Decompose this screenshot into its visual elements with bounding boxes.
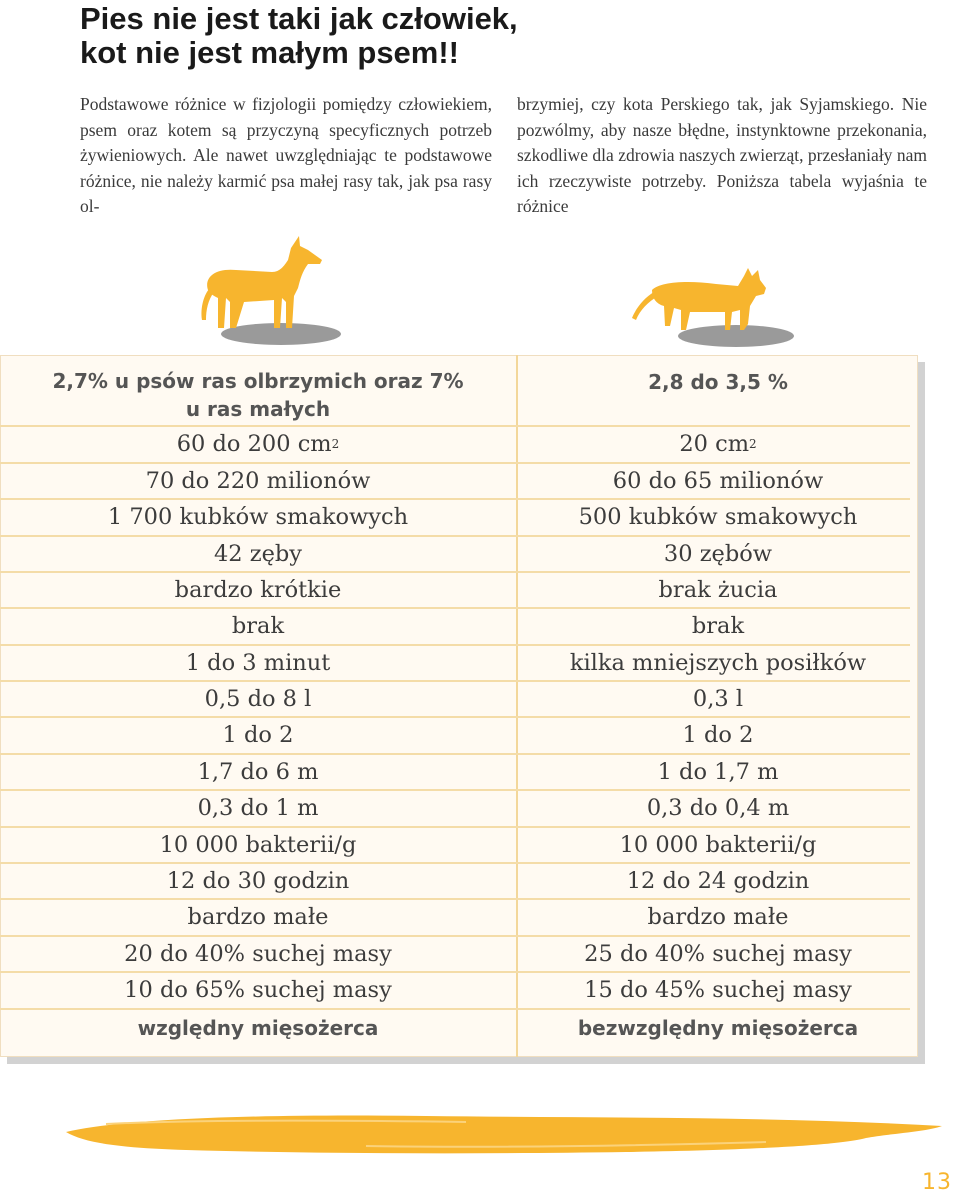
cat-shadow (678, 325, 794, 347)
intro-right-column: brzymiej, czy kota Perskiego tak, jak Syjamskiego. Nie pozwólmy, aby nasze błędne, instynktowne przekonania, szkodliwe dla zdrowia naszych zwierząt, przesłaniały nam ich rzeczywiste potrzeby. Poniższa tabela wyjaśnia te różnice (517, 94, 927, 216)
table-cell-dog: 0,3 do 1 m (197, 795, 319, 821)
table-cell-cat: 15 do 45% suchej masy (584, 977, 852, 1003)
table-cell-dog: 1,7 do 6 m (197, 759, 319, 785)
table-cell-dog: 42 zęby (213, 541, 303, 567)
intro-left-column: Podstawowe różnice w fizjologii pomiędzy człowiekiem, psem oraz kotem są przyczyną specyficznych potrzeb żywieniowych. Ale nawet uwzględniając te podstawowe różnice, nie należy karmić psa małej rasy tak, jak psa rasy ol- (80, 94, 492, 216)
table-cell-cat: 20 cm 2 (679, 431, 757, 457)
table-cell-cat: 1 do 2 (682, 722, 754, 748)
table-cell-cat: 12 do 24 godzin (626, 868, 810, 894)
table-cell-cat: 1 do 1,7 m (657, 759, 779, 785)
table-cell-cat: 500 kubków smakowych (578, 504, 858, 530)
brush-stroke-decoration (66, 1110, 942, 1158)
table-cell-dog: brak (231, 613, 285, 639)
table-cell-cat-classification: bezwzględny mięsożerca (577, 1016, 859, 1040)
table-cell-dog: 60 do 200 cm 2 (176, 431, 340, 457)
dog-silhouette-icon (196, 232, 346, 350)
dog-shadow (221, 323, 341, 345)
table-cell-cat: brak (691, 613, 745, 639)
table-cell-dog: bardzo krótkie (174, 577, 342, 603)
table-cell-dog-classification: względny mięsożerca (137, 1016, 379, 1040)
table-cell-dog: 70 do 220 milionów (145, 468, 371, 494)
table-header-dog: 2,7% u psów ras olbrzymich oraz 7% u ras małych (52, 369, 464, 421)
table-cell-cat: 60 do 65 milionów (612, 468, 824, 494)
column-divider (516, 355, 518, 1057)
table-cell-cat: kilka mniejszych posiłków (569, 650, 867, 676)
table-header-cat: 2,8 do 3,5 % (648, 370, 788, 394)
table-cell-cat: bardzo małe (647, 904, 789, 930)
table-cell-cat: 0,3 l (692, 686, 744, 712)
title-line-2: kot nie jest małym psem!! (80, 35, 460, 70)
table-cell-cat: 0,3 do 0,4 m (646, 795, 790, 821)
table-cell-cat: 30 zębów (663, 541, 773, 567)
table-cell-dog: 1 do 3 minut (185, 650, 331, 676)
table-cell-dog: 10 do 65% suchej masy (124, 977, 392, 1003)
table-cell-dog: 1 700 kubków smakowych (107, 504, 409, 530)
table-cell-cat: brak żucia (658, 577, 778, 603)
table-cell-dog: bardzo małe (187, 904, 329, 930)
table-cell-dog: 10 000 bakterii/g (159, 832, 357, 858)
table-cell-cat: 10 000 bakterii/g (619, 832, 817, 858)
table-cell-dog: 20 do 40% suchej masy (124, 941, 392, 967)
table-cell-dog: 1 do 2 (222, 722, 294, 748)
table-cell-dog: 12 do 30 godzin (166, 868, 350, 894)
table-cell-cat: 25 do 40% suchej masy (584, 941, 852, 967)
title-line-1: Pies nie jest taki jak człowiek, (80, 1, 518, 36)
page-title (80, 2, 518, 70)
table-cell-dog: 0,5 do 8 l (204, 686, 312, 712)
page-number: 13 (922, 1170, 952, 1195)
cat-silhouette-icon (626, 264, 796, 350)
